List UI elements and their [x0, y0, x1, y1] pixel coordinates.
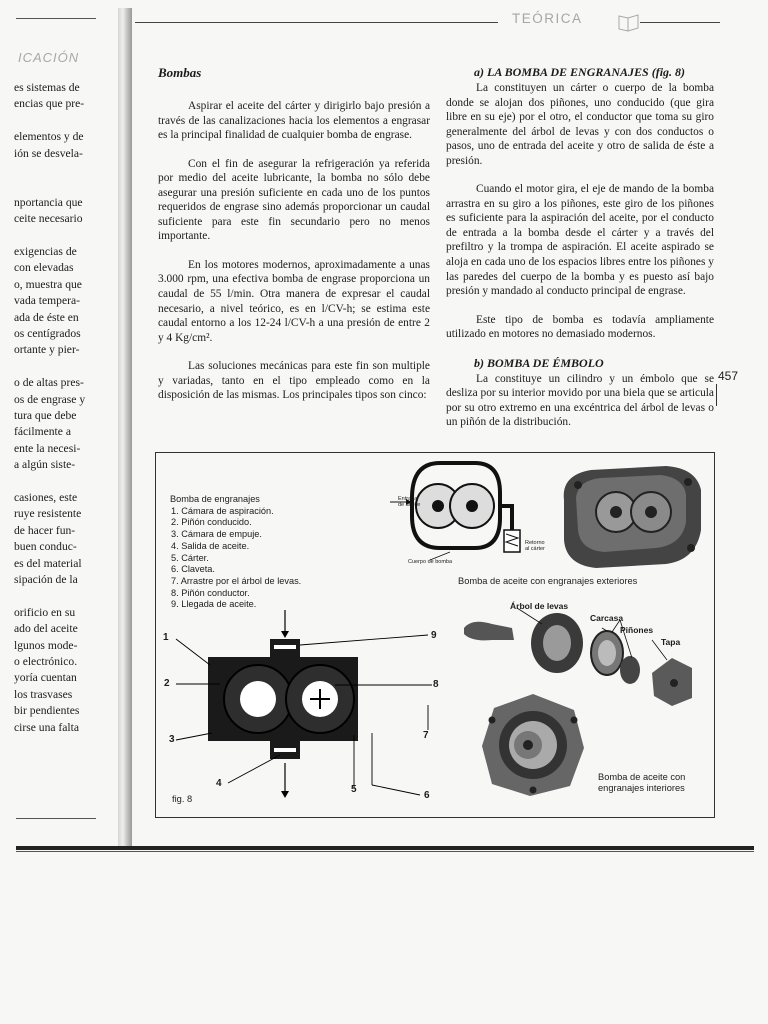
page-number-rule — [716, 384, 717, 406]
left-page-line: lgunos mode- — [14, 638, 78, 652]
caption-internal-gears: Bomba de aceite con engranajes interiores — [598, 772, 686, 793]
left-page-line: ada de éste en — [14, 310, 79, 324]
legend-item: 4. Salida de aceite. — [171, 540, 250, 551]
book-icon — [616, 12, 642, 34]
left-page-line: es sistemas de — [14, 81, 80, 94]
left-page-line: o electrónico. — [14, 655, 78, 668]
left-page-line: os centígrados — [14, 327, 81, 340]
left-page-header: ICACIÓN — [18, 50, 80, 65]
left-page-line: orificio en su — [14, 605, 76, 619]
left-page-line: o de altas pres- — [14, 376, 84, 390]
left-page-line: o, muestra que — [14, 277, 82, 291]
left-page-line: cirse una falta — [14, 720, 80, 734]
paragraph: La constituye un cilindro y un émbolo que se desliza por su interior movido por una biela que se articula por su otro extremo en una excéntrica del árbol de levas o un piñón de la distribución. — [446, 372, 714, 429]
paragraph: Cuando el motor gira, el eje de mando de la bomba arrastra en su giro a los piñones, este giro de los piñones es suficiente para la aspiración del aceite, por el conducto de entrada a la bomba desde el cárter y a través del prefiltro y la trompa de aspiración. El aceite aspirado se aloja en cada uno de los espacios libres entre los piñones y las paredes del cuerpo de la bomba y es puesto así bajo presión y mandado al conducto principal de engrase. — [446, 183, 714, 298]
paragraph: Este tipo de bomba es todavía ampliamente utilizado en motores no demasiado modernos. — [446, 313, 714, 341]
callout-8: 8 — [433, 679, 439, 690]
left-page-line: tura que debe — [14, 409, 77, 422]
label-retorno: Retorno al cárter — [525, 540, 545, 552]
header-rule-right — [640, 22, 720, 23]
paragraph: Con el fin de asegurar la refrigeración ya referida por medio del aceite lubricante, la bomba no sólo debe asegurar una presión suficiente en cada uno de los puntos requeridos de engrase sino además proporcionar un caudal suficiente para este fin secundario pero no menos importante. — [158, 157, 430, 243]
heading-bomba-engranajes: a) LA BOMBA DE ENGRANAJES (fig. 8) — [474, 65, 686, 79]
paragraph: Aspirar el aceite del cárter y dirigirlo bajo presión a través de las canalizaciones hacia los elementos a engrasar es la principal finalidad de cualquier bomba de engrase. — [158, 100, 430, 142]
left-page-line: ceite necesario — [14, 212, 83, 226]
left-header-rule — [16, 18, 96, 19]
label-carcasa: Carcasa — [590, 613, 624, 623]
external-gear-pump-diagram — [390, 458, 540, 573]
label-arbol-levas: Árbol de levas — [510, 601, 569, 611]
paragraph: Las soluciones mecánicas para este fin son multiple y variadas, tanto en el tipo empleado como en la disposición de las mismas. Los principales tipos son cinco: — [158, 360, 430, 402]
callout-3: 3 — [169, 734, 175, 745]
left-page-line: buen conduc- — [14, 540, 77, 554]
book-spine — [118, 8, 132, 850]
legend-items — [170, 506, 301, 611]
camshaft-part — [464, 622, 514, 641]
legend-item: 3. Cámara de empuje. — [171, 529, 262, 540]
left-page-line: elementos y de — [14, 130, 84, 144]
paragraph: En los motores modernos, aproximadamente a unas 3.000 rpm, una efectiva bomba de engrase proporciona un caudal de 55 l/min. Otra manera de expresar el caudal necesario, a nivel teórico, es en l/CV-h; se estima este caudal entorno a los 12-24 l/CV-h a una presión de entre 2 y 4 Kg/cm². — [158, 258, 430, 344]
caption-external-gears: Bomba de aceite con engranajes exteriores — [458, 576, 638, 586]
page-number: 457 — [718, 369, 739, 383]
left-page-line: a algún siste- — [14, 458, 76, 472]
column-right — [446, 65, 714, 430]
paragraph: La constituyen un cárter o cuerpo de la bomba donde se alojan dos piñones, uno conducido (que gira libre en su eje) por el otro, el conductor que toma su giro generalmente del árbol de levas y con dos conductos o pasos, uno de entrada del aceite y otro de salida de éste a presión. — [446, 82, 714, 167]
left-page-line: sipación de la — [14, 573, 78, 586]
page-bottom-rule-thin — [16, 851, 754, 852]
figure-legend — [170, 494, 301, 611]
left-page-line: nportancia que — [14, 195, 83, 209]
figure-label: fig. 8 — [172, 794, 193, 804]
callout-7: 7 — [423, 730, 429, 741]
left-page-fragment — [0, 0, 120, 850]
legend-title: Bomba de engranajes — [170, 494, 260, 504]
left-page-line: los trasvases — [14, 687, 73, 701]
legend-item: 1. Cámara de aspiración. — [171, 505, 274, 516]
left-page-line: ente la necesi- — [14, 441, 81, 455]
label-tapa: Tapa — [661, 637, 681, 647]
legend-item: 7. Arrastre por el árbol de levas. — [171, 575, 302, 586]
section-heading-bombas: Bombas — [158, 65, 202, 80]
legend-item: 2. Piñón conducido. — [171, 517, 252, 528]
internal-gear-pump-photo — [478, 690, 588, 800]
left-page-line: ortante y pier- — [14, 343, 80, 357]
left-page-line: de hacer fun- — [14, 523, 76, 537]
left-page-line: yoría cuentan — [14, 671, 77, 685]
left-page-line: con elevadas — [14, 261, 74, 275]
callout-6: 6 — [424, 790, 430, 801]
callout-9: 9 — [431, 630, 437, 641]
callout-4: 4 — [216, 778, 222, 789]
legend-item: 5. Cárter. — [171, 552, 209, 563]
legend-item: 8. Piñón conductor. — [171, 587, 250, 598]
left-page-line: bir pendientes — [14, 704, 80, 718]
callout-2: 2 — [164, 678, 170, 689]
left-page-line: os de engrase y — [14, 392, 86, 406]
left-page-line: ruye resistente — [14, 507, 82, 521]
inner-gear-part — [620, 656, 640, 684]
pump-photo — [556, 460, 706, 572]
heading-bomba-embolo: b) BOMBA DE ÉMBOLO — [474, 355, 604, 370]
gear-pump-schematic — [160, 605, 460, 815]
left-page-line: exigencias de — [14, 245, 77, 258]
label-pinones: Piñones — [620, 625, 654, 635]
header-rule-left — [135, 22, 498, 23]
left-page-line: casiones, este — [14, 491, 78, 504]
callout-5: 5 — [351, 784, 357, 795]
driven-gear-hub — [240, 681, 276, 717]
left-page-line: es del material — [14, 556, 82, 570]
legend-item: 9. Llegada de aceite. — [171, 599, 257, 610]
page-bottom-rule — [16, 846, 754, 850]
left-page-line: ado del aceite — [14, 622, 78, 636]
legend-item: 6. Claveta. — [171, 564, 215, 575]
left-page-line: encias que pre- — [14, 97, 85, 111]
label-cuerpo-bomba: Cuerpo de bomba — [408, 559, 453, 565]
left-page-line: fácilmente a — [14, 425, 71, 439]
callout-1: 1 — [163, 632, 169, 643]
section-title: TEÓRICA — [512, 11, 583, 26]
label-entrada: Entrada de aceite — [398, 496, 421, 508]
left-page-line: ión se desvela- — [14, 146, 83, 160]
column-left — [158, 65, 430, 403]
left-page-line: vada tempera- — [14, 294, 80, 308]
left-footer-rule — [16, 818, 96, 819]
